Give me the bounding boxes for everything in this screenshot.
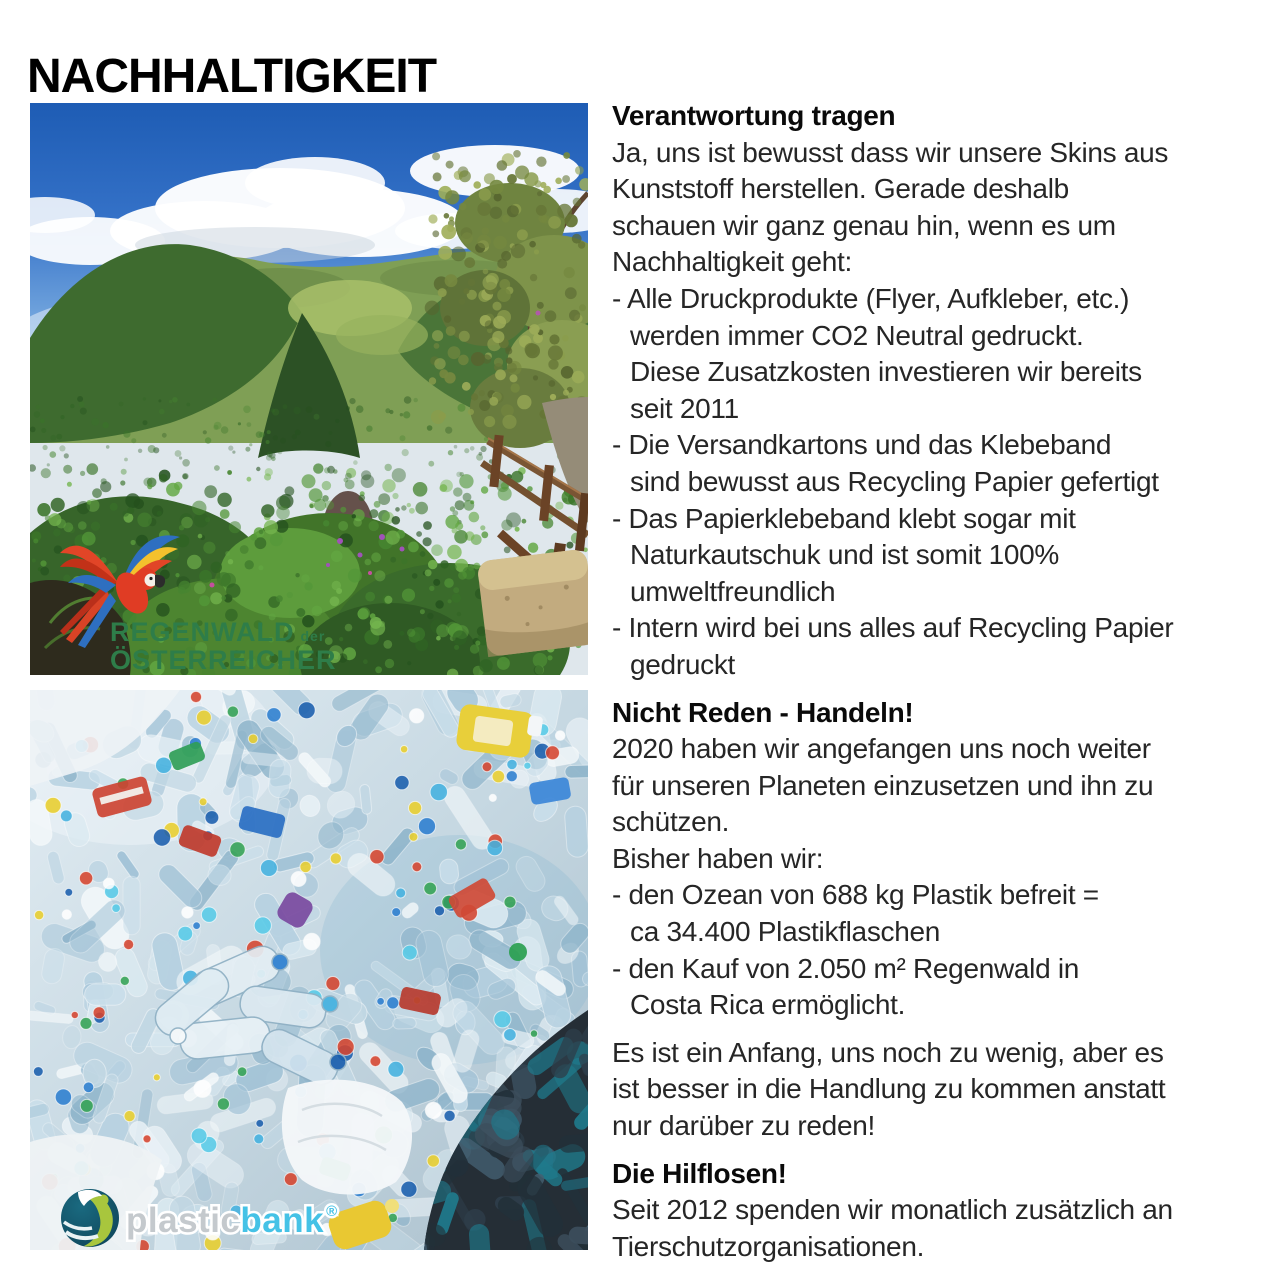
body-line: für unseren Planeten einzusetzen und ihn zu xyxy=(612,769,1154,801)
body-line: schützen. xyxy=(612,806,730,838)
bullet-item xyxy=(612,877,1280,950)
svg-text:REGENWALDder xyxy=(110,617,325,647)
bullet-item xyxy=(612,427,1280,500)
bullet-item xyxy=(612,501,1280,611)
section-heading: Verantwortung tragen xyxy=(612,100,896,131)
plastic-waste-illustration xyxy=(30,690,588,1250)
stone-block xyxy=(477,548,588,657)
body-line: ist besser in die Handlung zu kommen anstatt xyxy=(612,1073,1166,1105)
bullet-item xyxy=(612,281,1280,427)
bullet-line: umweltfreundlich xyxy=(630,575,836,607)
page-title: NACHHALTIGKEIT xyxy=(27,50,437,104)
plasticbank-logo-bank: bank xyxy=(240,1201,325,1240)
bullet-line: - den Kauf von 2.050 m² Regenwald in xyxy=(612,952,1080,984)
body-line: Es ist ein Anfang, uns noch zu wenig, aber es xyxy=(612,1036,1164,1068)
body-line: Kunststoff herstellen. Gerade deshalb xyxy=(612,173,1069,205)
bullet-line: werden immer CO2 Neutral gedruckt. xyxy=(630,319,1084,351)
bullet-line: Costa Rica ermöglicht. xyxy=(630,989,906,1021)
bullet-line: - Alle Druckprodukte (Flyer, Aufkleber, etc.) xyxy=(612,282,1130,314)
regenwald-logo-der: der xyxy=(300,628,326,644)
body-line: Tierschutzorganisationen. xyxy=(612,1230,925,1262)
registered-mark-icon: ® xyxy=(326,1203,338,1220)
rainforest-illustration xyxy=(30,103,588,675)
section-hilflosen xyxy=(612,1156,1280,1266)
bullet-line: - Die Versandkartons und das Klebeband xyxy=(612,429,1112,461)
plasticbank-logo-plastic: plastic xyxy=(126,1201,241,1240)
bullet-item xyxy=(612,951,1280,1024)
section-heading: Nicht Reden - Handeln! xyxy=(612,696,914,728)
section-anfang xyxy=(612,1035,1280,1145)
body-line: schauen wir ganz genau hin, wenn es um xyxy=(612,209,1116,241)
plastic-waste-photo xyxy=(30,690,588,1250)
bullet-line: Naturkautschuk und ist somit 100% xyxy=(630,539,1059,571)
bullet-line: seit 2011 xyxy=(630,392,739,424)
bullet-line: - den Ozean von 688 kg Plastik befreit = xyxy=(612,879,1099,911)
svg-text:plasticbank® xyxy=(126,1201,338,1240)
bullet-line: Diese Zusatzkosten investieren wir bereits xyxy=(630,356,1142,388)
body-line: nur darüber zu reden! xyxy=(612,1110,875,1142)
body-line: Ja, uns ist bewusst dass wir unsere Skins aus xyxy=(612,136,1169,168)
bullet-line: gedruckt xyxy=(630,648,735,680)
bullet-line: sind bewusst aus Recycling Papier gefertigt xyxy=(630,465,1159,497)
regenwald-logo-line1: REGENWALD xyxy=(110,617,295,647)
body-line: Nachhaltigkeit geht: xyxy=(612,246,852,278)
section-handeln xyxy=(612,695,1280,1024)
bullet-line: - Intern wird bei uns alles auf Recycling Papier xyxy=(612,612,1174,644)
section-verantwortung xyxy=(612,98,1280,684)
body-line: Bisher haben wir: xyxy=(612,842,824,874)
rainforest-photo xyxy=(30,103,588,675)
white-plastic-bag xyxy=(282,1080,412,1195)
body-line: Seit 2012 spenden wir monatlich zusätzlich an xyxy=(612,1194,1173,1226)
article-text-column xyxy=(612,98,1280,1276)
regenwald-logo-line2: ÖSTERREICHER xyxy=(110,645,337,675)
bullet-line: - Das Papierklebeband klebt sogar mit xyxy=(612,502,1076,534)
bullet-line: ca 34.400 Plastikflaschen xyxy=(630,916,941,948)
section-heading: Die Hilflosen! xyxy=(612,1157,787,1189)
bullet-item xyxy=(612,610,1280,683)
body-line: 2020 haben wir angefangen uns noch weiter xyxy=(612,733,1151,765)
